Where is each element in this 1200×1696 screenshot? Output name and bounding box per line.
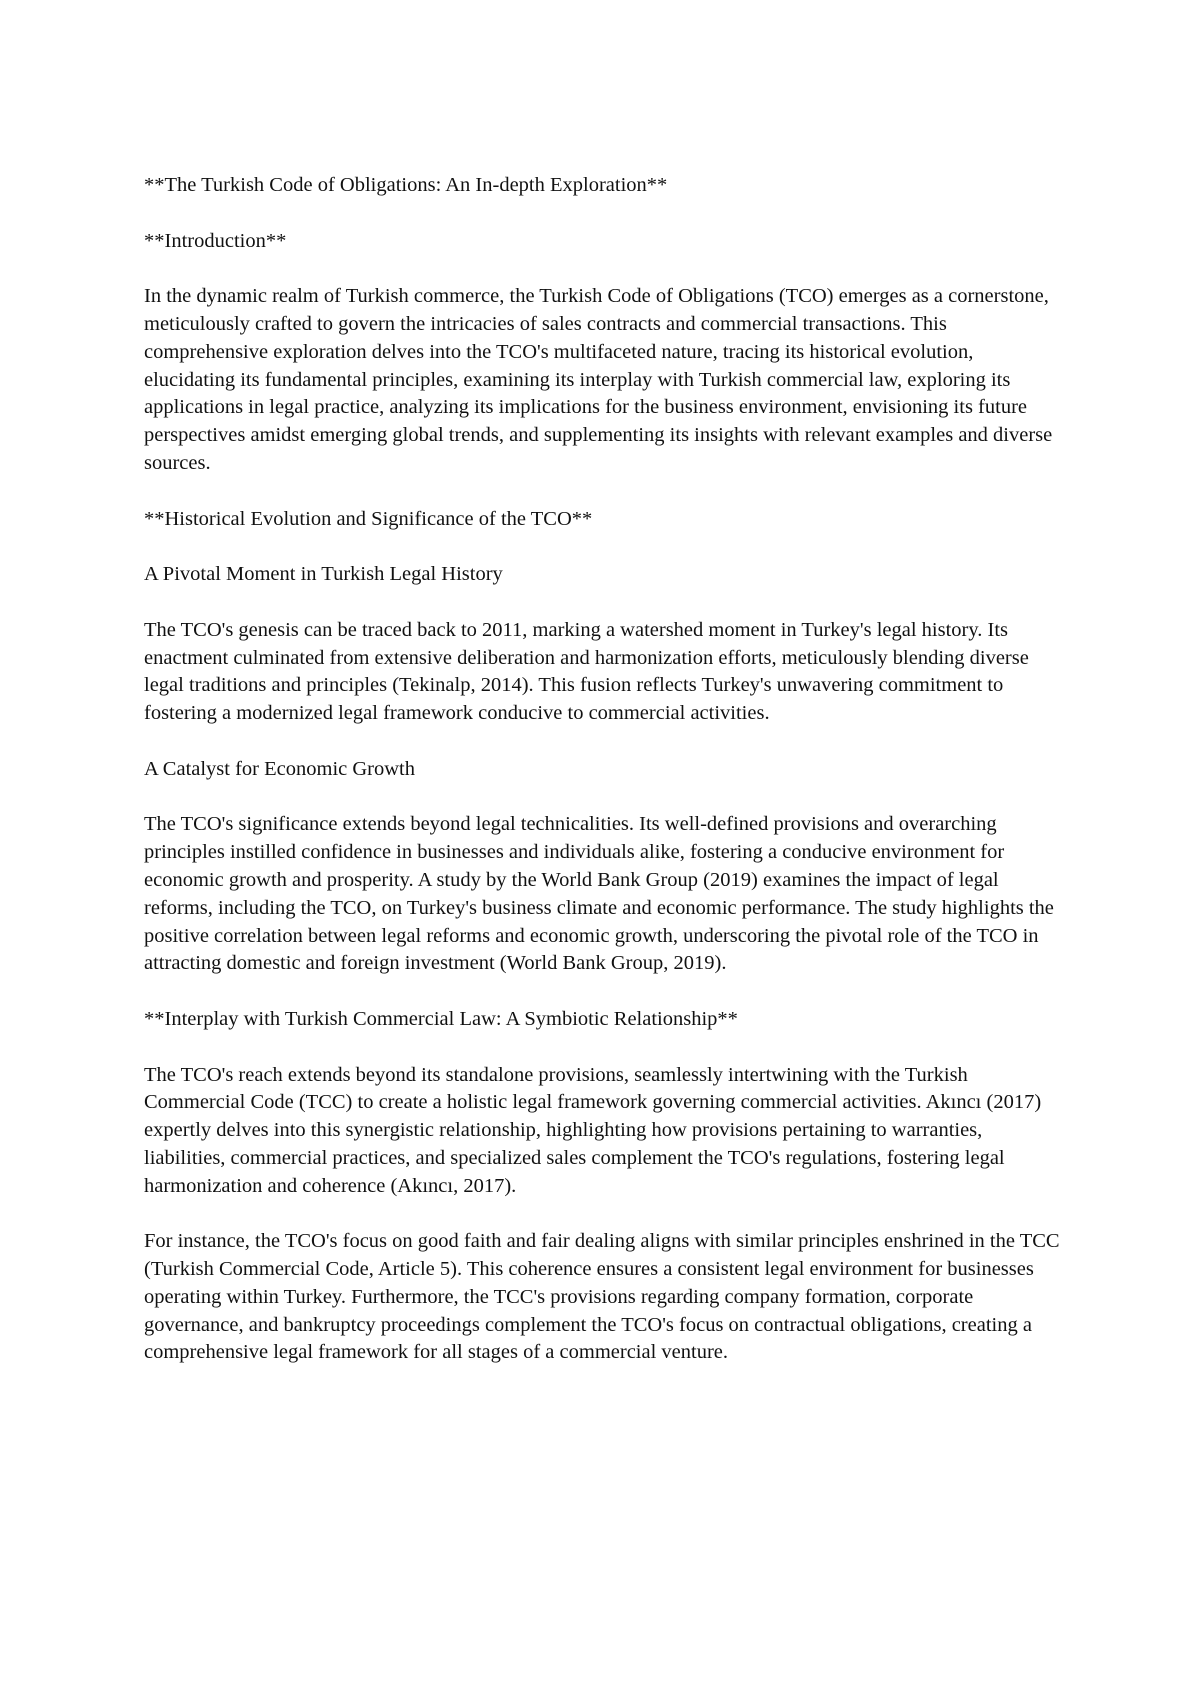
catalyst-paragraph: The TCO's significance extends beyond legal technicalities. Its well-defined provisions and overarching principles instilled confidence in businesses and individuals alike, fostering a conducive environment for economic growth and prosperity. A study by the World Bank Group (2019) examines the impact of legal reforms, including the TCO, on Turkey's business climate and economic performance. The study highlights the positive correlation between legal reforms and economic growth, underscoring the pivotal role of the TCO in attracting domestic and foreign investment (World Bank Group, 2019). bbox=[144, 813, 1054, 975]
document-title: **The Turkish Code of Obligations: An In-depth Exploration** bbox=[144, 174, 668, 196]
interplay-paragraph: The TCO's reach extends beyond its standalone provisions, seamlessly intertwining with the Turkish Commercial Code (TCC) to create a holistic legal framework governing commercial activities. Akıncı (2017) expertly delves into this synergistic relationship, highlighting how provisions pertaining to warranties, liabilities, commercial practices, and specialized sales complement the TCO's regulations, fostering legal harmonization and coherence (Akıncı, 2017). bbox=[144, 1063, 1042, 1197]
intro-paragraph: In the dynamic realm of Turkish commerce, the Turkish Code of Obligations (TCO) emerges as a cornerstone, meticulously crafted to govern the intricacies of sales contracts and commercial transactions. This comprehensive exploration delves into the TCO's multifaceted nature, tracing its historical evolution, elucidating its fundamental principles, examining its interplay with Turkish commercial law, exploring its applications in legal practice, analyzing its implications for the business environment, envisioning its future perspectives amidst emerging global trends, and supplementing its insights with relevant examples and diverse sources. bbox=[144, 285, 1053, 474]
document-body bbox=[144, 172, 1064, 1367]
interplay-heading: **Interplay with Turkish Commercial Law: A Symbiotic Relationship** bbox=[144, 1007, 738, 1030]
pivotal-paragraph: The TCO's genesis can be traced back to 2011, marking a watershed moment in Turkey's legal history. Its enactment culminated from extensive deliberation and harmonization efforts, meticulously blending diverse legal traditions and principles (Tekinalp, 2014). This fusion reflects Turkey's unwavering commitment to fostering a modernized legal framework conducive to commercial activities. bbox=[144, 618, 1029, 725]
catalyst-subheading: A Catalyst for Economic Growth bbox=[144, 757, 416, 780]
history-heading: **Historical Evolution and Significance of the TCO** bbox=[144, 507, 593, 530]
instance-paragraph: For instance, the TCO's focus on good faith and fair dealing aligns with similar principles enshrined in the TCC (Turkish Commercial Code, Article 5). This coherence ensures a consistent legal environment for businesses operating within Turkey. Furthermore, the TCC's provisions regarding company formation, corporate governance, and bankruptcy proceedings complement the TCO's focus on contractual obligations, creating a comprehensive legal framework for all stages of a commercial venture. bbox=[144, 1230, 1060, 1364]
intro-heading: **Introduction** bbox=[144, 229, 287, 252]
pivotal-subheading: A Pivotal Moment in Turkish Legal History bbox=[144, 563, 503, 586]
